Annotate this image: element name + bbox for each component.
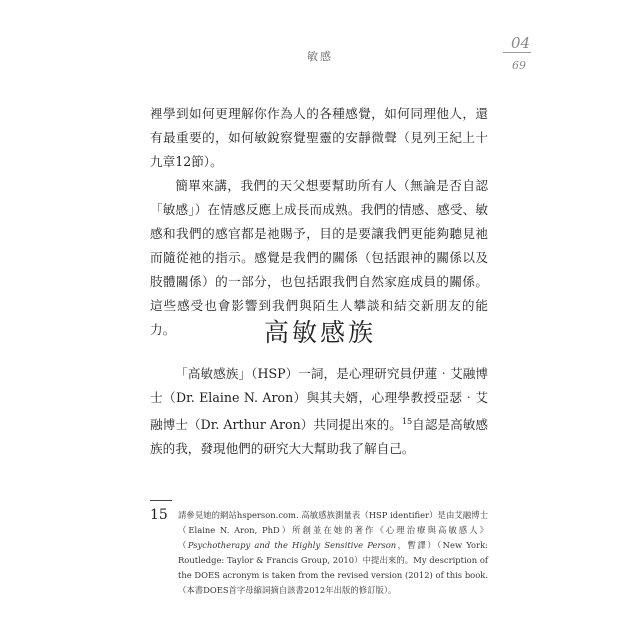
body-section-2 xyxy=(150,362,488,461)
section-heading: 高敏感族 xyxy=(263,318,376,347)
body-section-1 xyxy=(150,102,488,342)
running-head: 敏感 xyxy=(307,50,333,63)
footnote-ref[interactable]: 15 xyxy=(401,417,413,426)
chapter-number: 04 xyxy=(511,34,531,52)
paragraph-continued: 裡學到如何更理解你作為人的各種感覺，如何同理他人，還有最重要的，如何敏銳察覺聖靈的安靜微聲（見列王紀上十九章12節）。 xyxy=(150,106,488,169)
paragraph: 簡單來講，我們的天父想要幫助所有人（無論是否自認「敏感」）在情感反應上成長而成熟。我們的情感、感受、敏感和我們的感官都是祂賜予，目的是要讓我們更能夠聽見祂而隨從祂的指示。感覺是我們的關係（包括跟神的關係以及肢體關係）的一部分，也包括跟我們自然家庭成員的關係。這些感受也會影響到我們與陌生人攀談和結交新朋友的能力。 xyxy=(150,178,488,337)
page-number: 69 xyxy=(512,59,526,72)
footnote-number: 15 xyxy=(150,507,168,523)
footnote-text: 請參見她的網站hsperson.com. 高敏感族測量表（HSP identifier）是由艾融博士（Elaine N. Aron, PhD）所創並在她的著作《心理治療與高敏感人》（Psychotherapy and the Highly Sensitive Person，暫譯）（New York: Routledge: Taylor & Francis Group, 2010）中提出來的。My description of the DOES acronym is taken from the revised version (2012) of this book.（本書DOES首字母縮詞摘自該書2012年出版的修訂版）。 xyxy=(178,510,489,595)
paragraph-text: 「高敏感族」（HSP）一詞，是心理研究員伊蓮‧艾融博士（Dr. Elaine N. Aron）與其夫婿，心理學教授亞瑟‧艾融博士（Dr. Arthur Aron）共同提出來的。 xyxy=(150,366,488,433)
paragraph-text: 自認是高敏感族的我，發現他們的研究大大幫助我了解自己。 xyxy=(150,417,489,457)
book-title: Psychotherapy and the Highly Sensitive Person xyxy=(187,540,397,550)
header-divider xyxy=(503,52,531,53)
footnote-rule xyxy=(150,500,172,501)
paragraph xyxy=(150,362,488,461)
